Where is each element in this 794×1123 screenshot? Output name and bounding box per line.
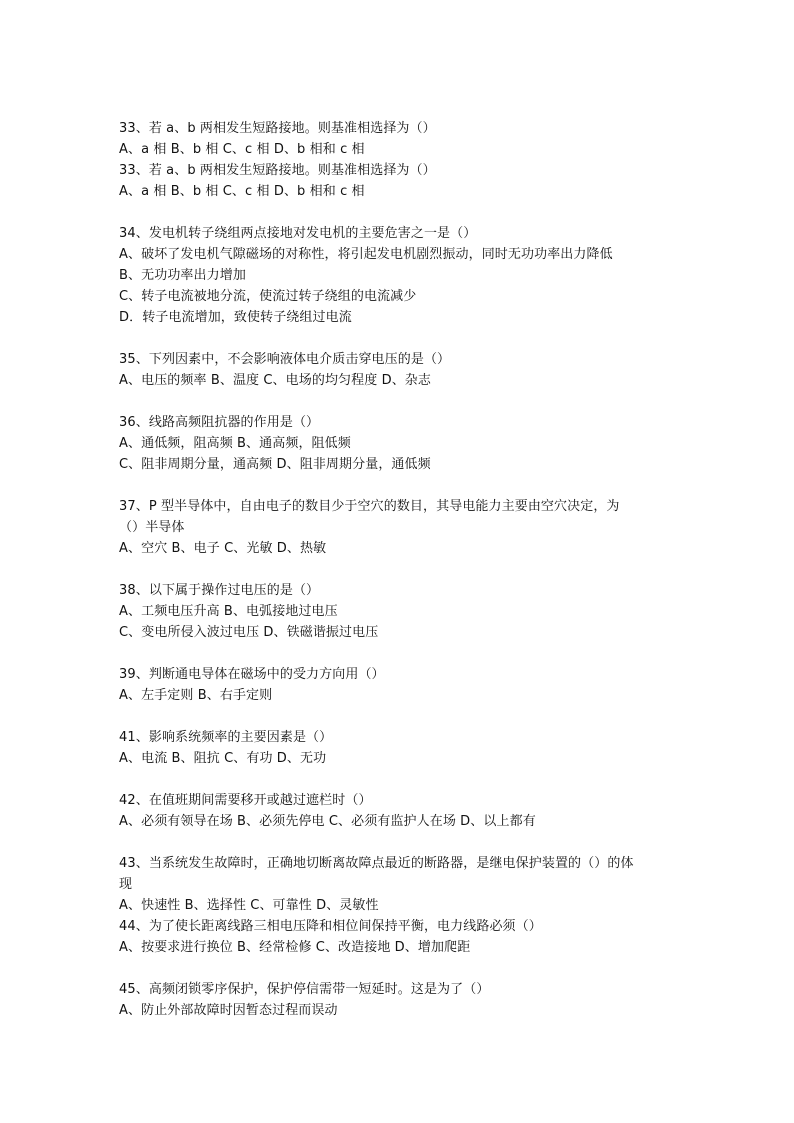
question-45-stem: 45、高频闭锁零序保护，保护停信需带一短延时。这是为了（） xyxy=(119,982,490,997)
question-34-option-a: A、破坏了发电机气隙磁场的对称性，将引起发电机剧烈振动，同时无功功率出力降低 xyxy=(119,247,613,262)
spacer xyxy=(119,328,679,349)
question-38-options-ab: A、工频电压升高 B、电弧接地过电压 xyxy=(119,604,338,619)
question-33-options: A、a 相 B、b 相 C、c 相 D、b 相和 c 相 xyxy=(119,142,365,157)
question-42-stem: 42、在值班期间需要移开或越过遮栏时（） xyxy=(119,793,372,808)
spacer xyxy=(119,706,679,727)
question-42-options: A、必须有领导在场 B、必须先停电 C、必须有监护人在场 D、以上都有 xyxy=(119,814,536,829)
question-34-option-c: C、转子电流被地分流，使流过转子绕组的电流减少 xyxy=(119,289,417,304)
question-43-stem-cont: 现 xyxy=(119,877,133,892)
question-38-options-cd: C、变电所侵入波过电压 D、铁磁谐振过电压 xyxy=(119,625,379,640)
question-35-options: A、电压的频率 B、温度 C、电场的均匀程度 D、杂志 xyxy=(119,373,431,388)
question-34-option-b: B、无功功率出力增加 xyxy=(119,268,246,283)
spacer xyxy=(119,202,679,223)
question-37-options: A、空穴 B、电子 C、光敏 D、热敏 xyxy=(119,541,327,556)
spacer xyxy=(119,643,679,664)
question-44-stem: 44、为了使长距离线路三相电压降和相位间保持平衡，电力线路必须（） xyxy=(119,919,542,934)
question-43-options: A、快速性 B、选择性 C、可靠性 D、灵敏性 xyxy=(119,898,379,913)
question-35-stem: 35、下列因素中，不会影响液体电介质击穿电压的是（） xyxy=(119,352,451,367)
spacer xyxy=(119,559,679,580)
question-38-stem: 38、以下属于操作过电压的是（） xyxy=(119,583,320,598)
question-33-repeat-options: A、a 相 B、b 相 C、c 相 D、b 相和 c 相 xyxy=(119,184,365,199)
spacer xyxy=(119,769,679,790)
question-36-options-cd: C、阻非周期分量，通高频 D、阻非周期分量，通低频 xyxy=(119,457,431,472)
spacer xyxy=(119,475,679,496)
question-34-option-d: D．转子电流增加，致使转子绕组过电流 xyxy=(119,310,352,325)
question-39-stem: 39、判断通电导体在磁场中的受力方向用（） xyxy=(119,667,385,682)
spacer xyxy=(119,958,679,979)
question-41-stem: 41、影响系统频率的主要因素是（） xyxy=(119,730,333,745)
question-36-options-ab: A、通低频，阻高频 B、通高频，阻低频 xyxy=(119,436,351,451)
question-33-stem: 33、若 a、b 两相发生短路接地。则基准相选择为（） xyxy=(119,121,436,136)
question-45-option-a: A、防止外部故障时因暂态过程而误动 xyxy=(119,1003,338,1018)
question-44-options: A、按要求进行换位 B、经常检修 C、改造接地 D、增加爬距 xyxy=(119,940,471,955)
question-39-options: A、左手定则 B、右手定则 xyxy=(119,688,273,703)
question-33-repeat-stem: 33、若 a、b 两相发生短路接地。则基准相选择为（） xyxy=(119,163,436,178)
question-36-stem: 36、线路高频阻抗器的作用是（） xyxy=(119,415,320,430)
question-43-stem: 43、当系统发生故障时，正确地切断离故障点最近的断路器，是继电保护装置的（）的体 xyxy=(119,856,634,871)
spacer xyxy=(119,391,679,412)
question-37-stem-cont: （）半导体 xyxy=(119,520,185,535)
spacer xyxy=(119,832,679,853)
question-41-options: A、电流 B、阻抗 C、有功 D、无功 xyxy=(119,751,327,766)
question-37-stem: 37、P 型半导体中，自由电子的数目少于空穴的数目，其导电能力主要由空穴决定，为 xyxy=(119,499,620,514)
question-34-stem: 34、发电机转子绕组两点接地对发电机的主要危害之一是（） xyxy=(119,226,477,241)
document-page xyxy=(119,118,679,1021)
